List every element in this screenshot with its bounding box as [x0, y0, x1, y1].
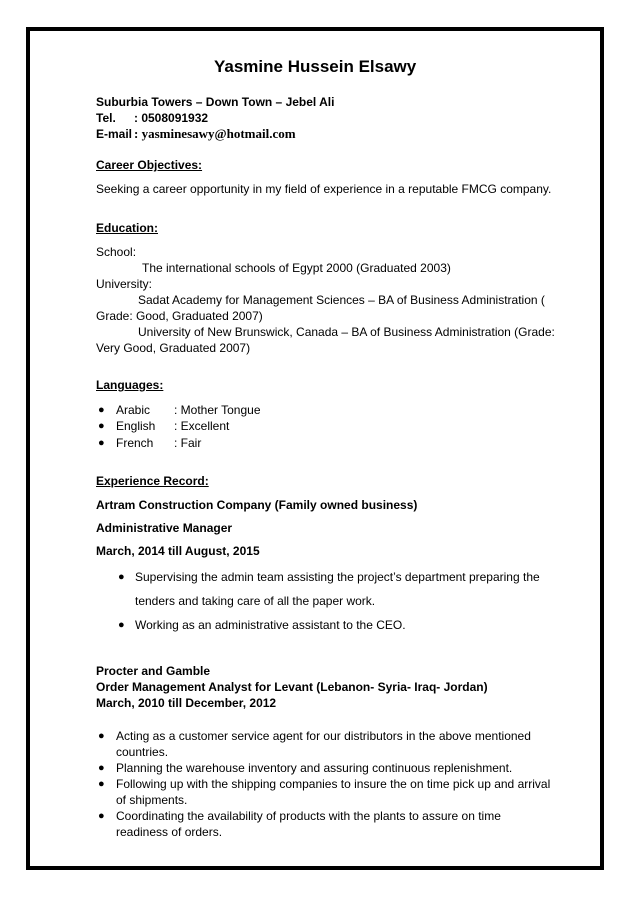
job2-company: Procter and Gamble: [96, 664, 211, 678]
job2-bullet3-line2: of shipments.: [116, 793, 188, 807]
bullet-icon: ●: [118, 619, 125, 631]
uni2-line1: University of New Brunswick, Canada – BA of Business Administration (Grade:: [138, 325, 555, 339]
job2-bullet1-line1: Acting as a customer service agent for our distributors in the above mentioned: [116, 729, 531, 743]
job1-bullet2: Working as an administrative assistant to the CEO.: [135, 618, 406, 632]
job1-bullet1-line2: tenders and taking care of all the paper work.: [135, 594, 376, 608]
tel-value: : 0508091932: [134, 111, 209, 125]
uni1-line1: Sadat Academy for Management Sciences – BA of Business Administration (: [138, 293, 545, 307]
job2-bullet1-line2: countries.: [116, 745, 169, 759]
university-label: University:: [96, 277, 153, 291]
uni1-line2: Grade: Good, Graduated 2007): [96, 309, 263, 323]
email-value: : yasminesawy@hotmail.com: [134, 126, 296, 141]
bullet-icon: ●: [98, 437, 105, 449]
languages-heading: Languages:: [96, 378, 164, 392]
job2-bullet4-line2: readiness of orders.: [116, 825, 223, 839]
job1-dates: March, 2014 till August, 2015: [96, 544, 260, 558]
language-level: : Excellent: [174, 419, 230, 433]
address: Suburbia Towers – Down Town – Jebel Ali: [96, 95, 335, 109]
job1-title: Administrative Manager: [96, 521, 233, 535]
bullet-icon: ●: [98, 810, 105, 822]
education-heading: Education:: [96, 221, 158, 235]
language-level: : Mother Tongue: [174, 403, 261, 417]
bullet-icon: ●: [118, 571, 125, 583]
language-name: French: [116, 436, 154, 450]
job2-title: Order Management Analyst for Levant (Lebanon- Syria- Iraq- Jordan): [96, 680, 488, 694]
bullet-icon: ●: [98, 420, 105, 432]
job1-company: Artram Construction Company (Family owned business): [96, 498, 418, 512]
tel-label: Tel.: [96, 111, 116, 125]
school-line: The international schools of Egypt 2000 (Graduated 2003): [142, 261, 451, 275]
language-name: Arabic: [116, 403, 151, 417]
resume-name: Yasmine Hussein Elsawy: [214, 57, 417, 76]
uni2-line2: Very Good, Graduated 2007): [96, 341, 251, 355]
career-text: Seeking a career opportunity in my field of experience in a reputable FMCG company.: [96, 182, 552, 196]
job2-bullet2: Planning the warehouse inventory and assuring continuous replenishment.: [116, 761, 513, 775]
bullet-icon: ●: [98, 730, 105, 742]
email-label: E-mail: [96, 127, 133, 141]
job1-bullet1-line1: Supervising the admin team assisting the project’s department preparing the: [135, 570, 540, 584]
job2-dates: March, 2010 till December, 2012: [96, 696, 277, 710]
school-label: School:: [96, 245, 137, 259]
bullet-icon: ●: [98, 404, 105, 416]
bullet-icon: ●: [98, 778, 105, 790]
language-level: : Fair: [174, 436, 202, 450]
bullet-icon: ●: [98, 762, 105, 774]
job2-bullet4-line1: Coordinating the availability of products with the plants to assure on time: [116, 809, 501, 823]
language-name: English: [116, 419, 156, 433]
experience-heading: Experience Record:: [96, 474, 209, 488]
career-heading: Career Objectives:: [96, 158, 203, 172]
job2-bullet3-line1: Following up with the shipping companies to insure the on time pick up and arrival: [116, 777, 551, 791]
